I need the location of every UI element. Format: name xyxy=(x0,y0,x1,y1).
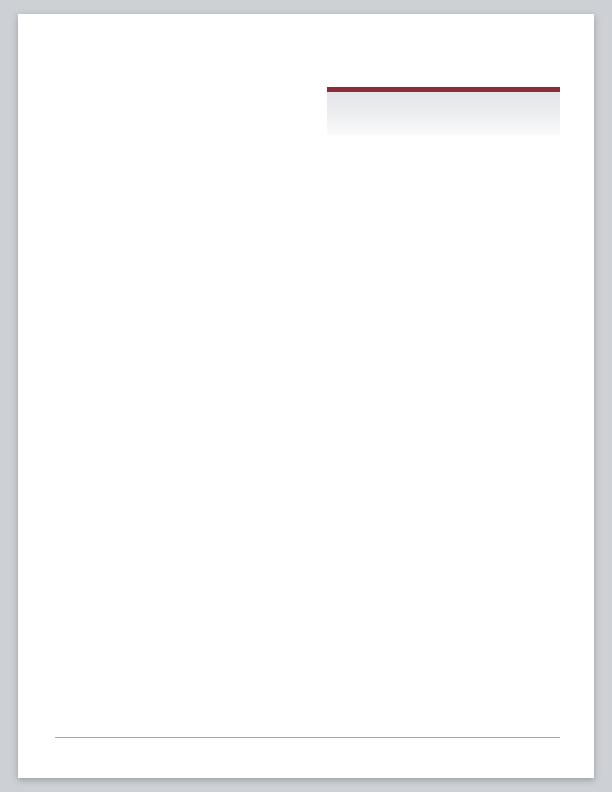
corner-dot-pattern xyxy=(558,734,594,782)
page-content xyxy=(55,74,560,135)
top-dot-pattern xyxy=(24,24,364,64)
footer-divider xyxy=(55,737,560,738)
report-page xyxy=(18,14,594,778)
two-column-section xyxy=(55,87,560,135)
sidebar-infobox xyxy=(327,87,560,135)
